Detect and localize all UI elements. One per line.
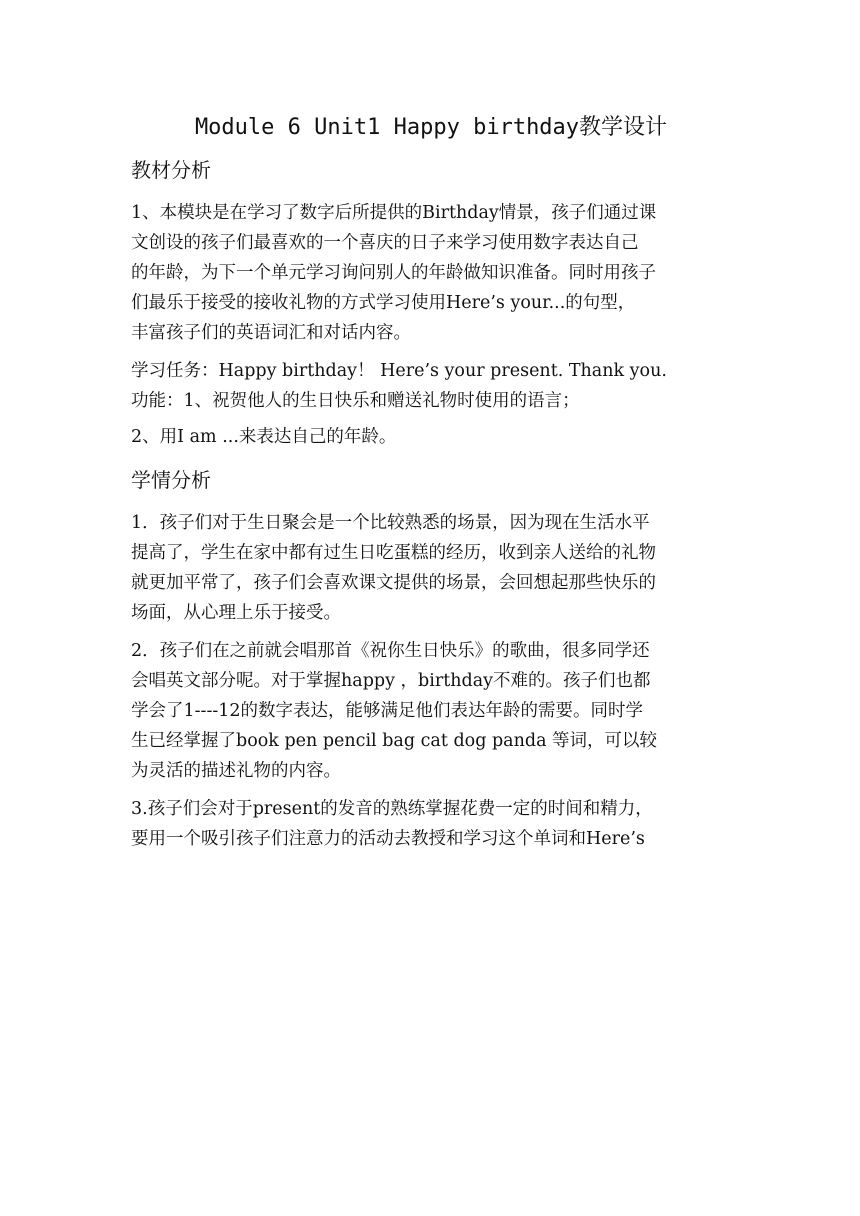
paragraph-line: 提高了，学生在家中都有过生日吃蛋糕的经历，收到亲人送给的礼物 xyxy=(131,543,656,563)
paragraph-line: 的年龄，为下一个单元学习询问别人的年龄做知识准备。同时用孩子 xyxy=(131,263,656,283)
paragraph-line: 1、本模块是在学习了数字后所提供的Birthday情景，孩子们通过课 xyxy=(131,203,657,223)
paragraph-line: 3.孩子们会对于present的发音的熟练掌握花费一定的时间和精力， xyxy=(131,799,653,819)
paragraph-line: 会唱英文部分呢。对于掌握happy ，birthday不难的。孩子们也都 xyxy=(131,671,651,691)
paragraph-line: 就更加平常了，孩子们会喜欢课文提供的场景，会回想起那些快乐的 xyxy=(131,573,656,593)
paragraph-textbook-analysis xyxy=(131,198,731,348)
paragraph-function xyxy=(131,386,731,416)
paragraph-line: 生已经掌握了book pen pencil bag cat dog panda 等词，可以较 xyxy=(131,731,658,751)
paragraph-line: 们最乐于接受的接收礼物的方式学习使用Here’s your...的句型， xyxy=(131,293,636,313)
paragraph-line: 要用一个吸引孩子们注意力的活动去教授和学习这个单词和Here’s xyxy=(131,829,645,849)
paragraph-line: 学会了1----12的数字表达，能够满足他们表达年龄的需要。同时学 xyxy=(131,701,644,721)
document-page xyxy=(131,108,731,854)
paragraph-line: 丰富孩子们的英语词汇和对话内容。 xyxy=(131,323,411,343)
section-heading-student-analysis: 学情分析 xyxy=(131,468,211,492)
paragraph-student-analysis-1 xyxy=(131,508,731,628)
paragraph-line: 场面，从心理上乐于接受。 xyxy=(131,603,341,623)
paragraph-line: 文创设的孩子们最喜欢的一个喜庆的日子来学习使用数字表达自己 xyxy=(131,233,639,253)
paragraph-learning-task xyxy=(131,356,731,386)
paragraph-student-analysis-3 xyxy=(131,794,731,854)
paragraph-line: 为灵活的描述礼物的内容。 xyxy=(131,761,341,781)
document-title: Module 6 Unit1 Happy birthday教学设计 xyxy=(194,115,668,140)
paragraph-function-2 xyxy=(131,422,731,452)
paragraph-line: 学习任务：Happy birthday！ Here’s your present. Thank you. xyxy=(131,361,667,381)
section-heading-textbook-analysis: 教材分析 xyxy=(131,158,211,182)
paragraph-line: 2．孩子们在之前就会唱那首《祝你生日快乐》的歌曲，很多同学还 xyxy=(131,641,650,661)
paragraph-line: 1．孩子们对于生日聚会是一个比较熟悉的场景，因为现在生活水平 xyxy=(131,513,650,533)
paragraph-student-analysis-2 xyxy=(131,636,731,786)
paragraph-line: 功能：1、祝贺他人的生日快乐和赠送礼物时使用的语言； xyxy=(131,391,580,411)
paragraph-line: 2、用I am ...来表达自己的年龄。 xyxy=(131,427,397,447)
